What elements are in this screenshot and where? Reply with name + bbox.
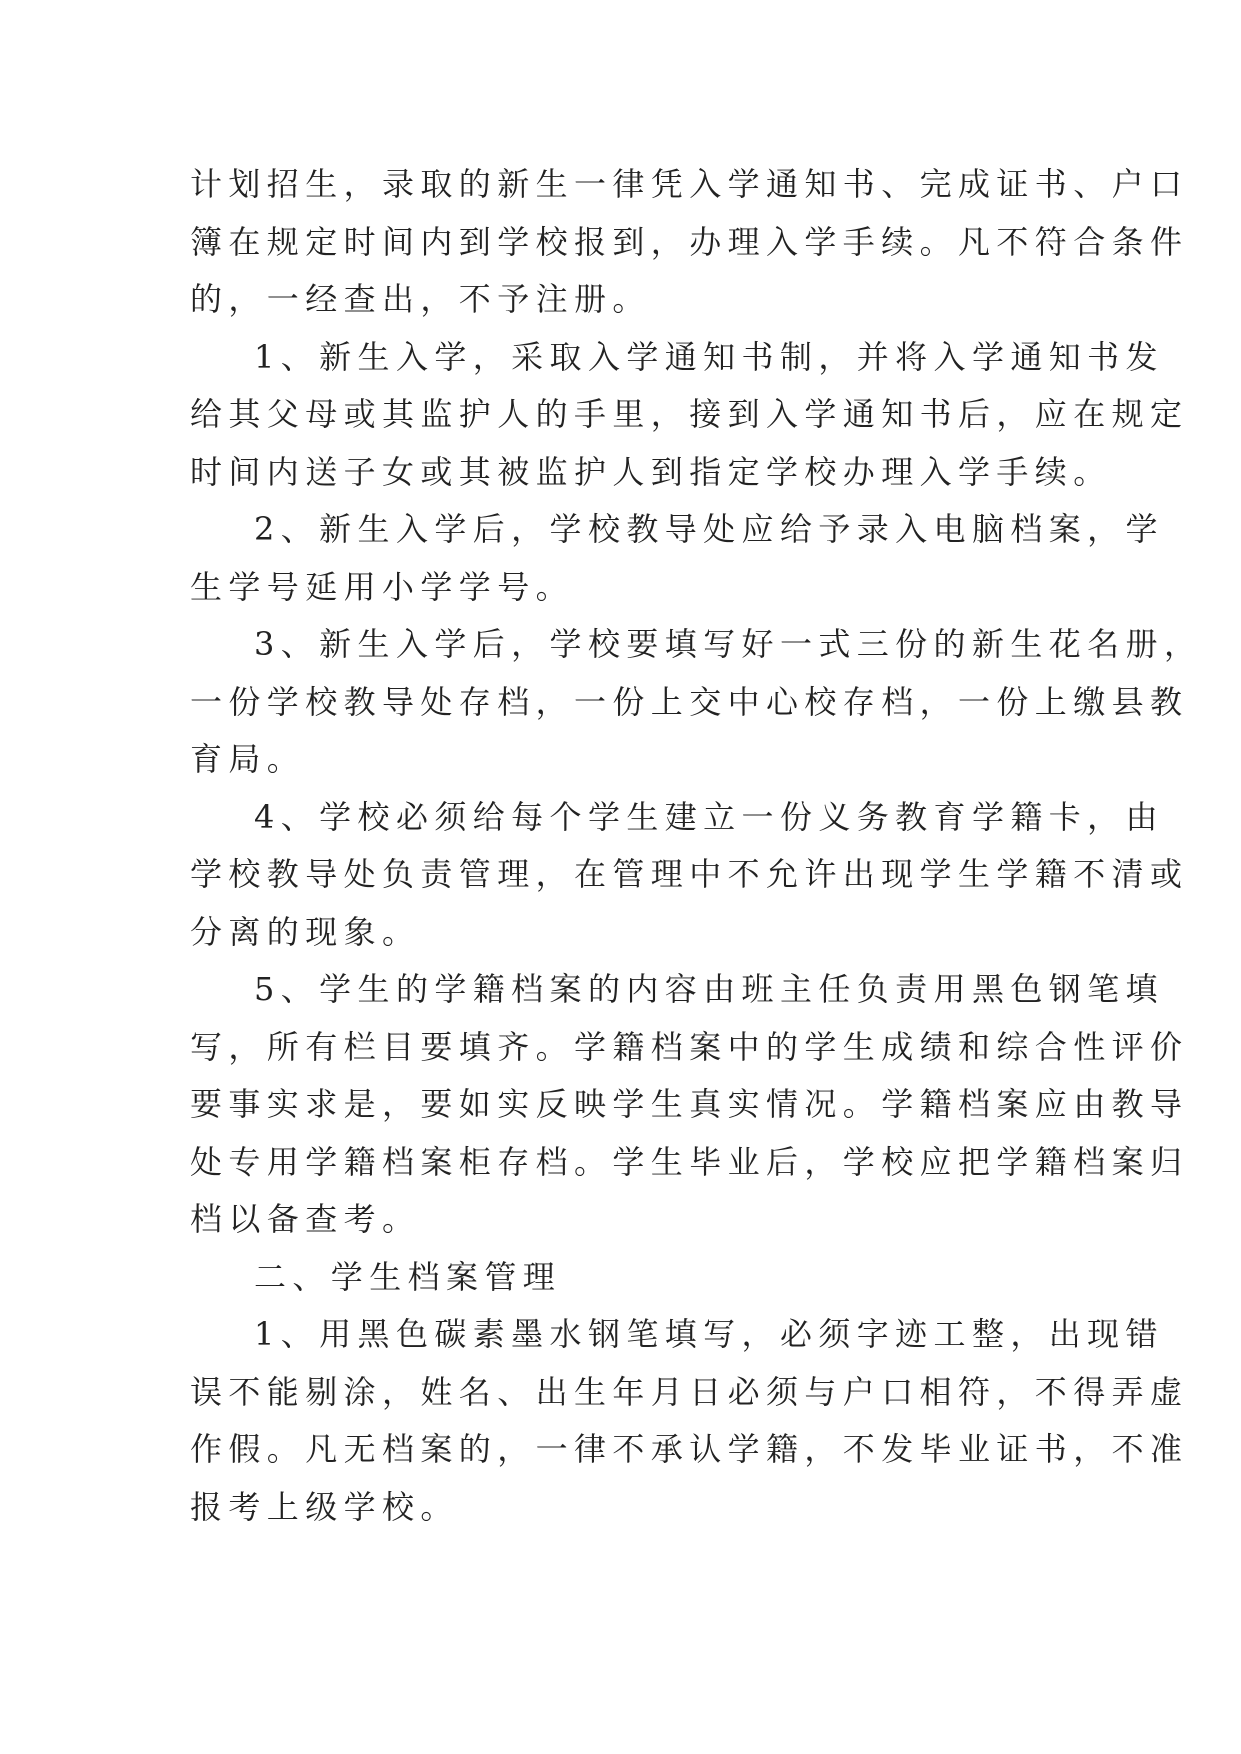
text-line: 处专用学籍档案柜存档。学生毕业后，学校应把学籍档案归 bbox=[190, 1142, 1189, 1181]
text-line: 分离的现象。 bbox=[190, 912, 421, 951]
body-text bbox=[190, 156, 1203, 1536]
text-line: 一份学校教导处存档，一份上交中心校存档，一份上缴县教 bbox=[190, 682, 1189, 721]
paragraph-first-line: 1、新生入学，采取入学通知书制，并将入学通知书发 bbox=[254, 337, 1164, 376]
paragraph-first-line: 5、学生的学籍档案的内容由班主任负责用黑色钢笔填 bbox=[254, 970, 1164, 1008]
paragraph-first-line: 1、用黑色碳素墨水钢笔填写，必须字迹工整，出现错 bbox=[254, 1315, 1164, 1353]
paragraph-first-line: 4、学校必须给每个学生建立一份义务教育学籍卡，由 bbox=[254, 797, 1164, 836]
text-line: 写，所有栏目要填齐。学籍档案中的学生成绩和综合性评价 bbox=[190, 1027, 1189, 1066]
text-line: 报考上级学校。 bbox=[190, 1487, 459, 1526]
text-line: 档以备查考。 bbox=[190, 1200, 421, 1238]
section-heading: 二、学生档案管理 bbox=[254, 1257, 562, 1296]
text-line: 要事实求是，要如实反映学生真实情况。学籍档案应由教导 bbox=[190, 1085, 1189, 1123]
text-line: 给其父母或其监护人的手里，接到入学通知书后，应在规定 bbox=[190, 395, 1189, 433]
paragraph-first-line: 2、新生入学后，学校教导处应给予录入电脑档案，学 bbox=[254, 510, 1164, 548]
text-line: 时间内送子女或其被监护人到指定学校办理入学手续。 bbox=[190, 452, 1112, 491]
text-line: 学校教导处负责管理，在管理中不允许出现学生学籍不清或 bbox=[190, 855, 1189, 893]
text-line: 作假。凡无档案的，一律不承认学籍，不发毕业证书，不准 bbox=[190, 1430, 1189, 1468]
text-line: 簿在规定时间内到学校报到，办理入学手续。凡不符合条件 bbox=[190, 222, 1189, 261]
text-line: 育局。 bbox=[190, 740, 306, 778]
text-line: 的，一经查出，不予注册。 bbox=[190, 280, 651, 318]
text-line: 生学号延用小学学号。 bbox=[190, 567, 575, 606]
text-line: 计划招生，录取的新生一律凭入学通知书、完成证书、户口 bbox=[190, 165, 1189, 203]
paragraph-first-line: 3、新生入学后，学校要填写好一式三份的新生花名册， bbox=[254, 625, 1203, 663]
text-line: 误不能剔涂，姓名、出生年月日必须与户口相符，不得弄虚 bbox=[190, 1372, 1189, 1411]
